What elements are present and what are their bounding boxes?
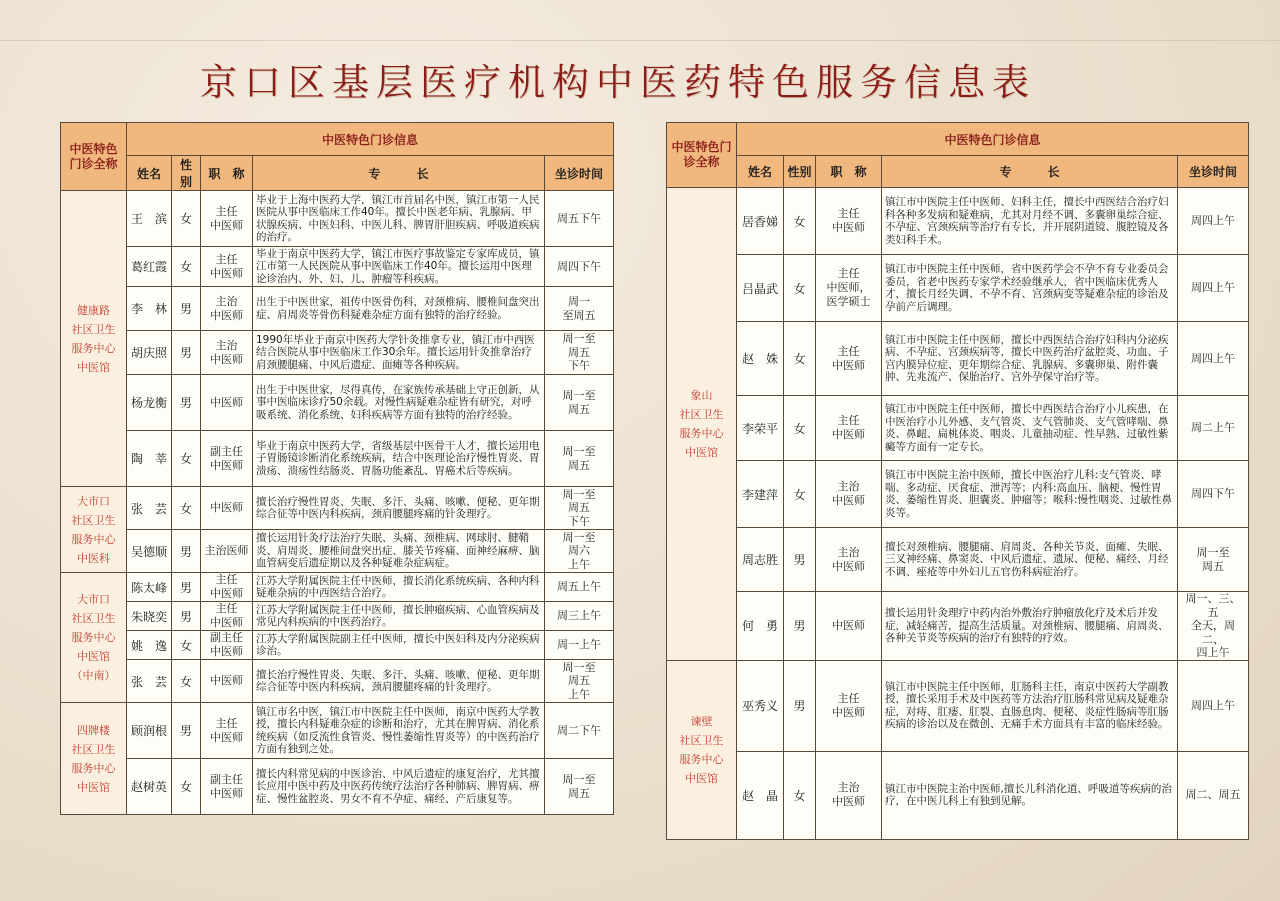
left-table [60, 122, 614, 815]
header-position: 职 称 [201, 156, 253, 191]
header-name: 姓名 [737, 156, 784, 188]
clinic-time: 周一至 周五 [1178, 528, 1249, 592]
table-row [61, 191, 614, 247]
doctor-name: 赵 姝 [737, 322, 784, 396]
clinic-time: 周一至 周六 上午 [545, 530, 614, 573]
doctor-gender: 男 [784, 592, 816, 661]
doctor-specialty: 毕业于南京中医药大学，镇江市医疗事故鉴定专家库成员，镇江市第一人民医院从事中医临床工作40年。擅长运用中医理论诊治内、外、妇、儿、肿瘤等科疾病。 [253, 247, 545, 287]
header-name: 姓名 [127, 156, 172, 191]
doctor-specialty: 镇江市中医院主任中医师，肛肠科主任，南京中医药大学副教授，擅长采用手术及中医药等方法治疗肛肠科常见病及疑难杂症，对痔、肛瘘、肛裂、直肠息肉、便秘、炎症性肠病等肛肠疾病的诊治以及在微创、无痛手术方面具有丰富的临床经验。 [882, 660, 1178, 751]
header-specialty: 专 长 [253, 156, 545, 191]
doctor-name: 赵 晶 [737, 751, 784, 839]
table-row [667, 322, 1249, 396]
doctor-name: 朱晓奕 [127, 602, 172, 631]
doctor-position: 主治 中医师 [816, 461, 882, 528]
doctor-name: 胡庆照 [127, 331, 172, 375]
table-row [61, 631, 614, 660]
doctor-position: 主任 中医师 [201, 573, 253, 602]
clinic-time: 周一至 周五 下午 [545, 331, 614, 375]
table-row [667, 660, 1249, 751]
doctor-position: 中医师 [201, 487, 253, 530]
header-info: 中医特色门诊信息 [737, 123, 1249, 156]
doctor-gender: 女 [784, 461, 816, 528]
doctor-gender: 女 [784, 255, 816, 322]
doctor-name: 顾润根 [127, 703, 172, 759]
doctor-gender: 女 [172, 431, 201, 487]
table-row [61, 759, 614, 815]
clinic-time: 周四上午 [1178, 660, 1249, 751]
clinic-time: 周一、三、五 全天，周二、 四上午 [1178, 592, 1249, 661]
doctor-position: 主任 中医师 [816, 396, 882, 461]
table-row [667, 528, 1249, 592]
doctor-specialty: 出生于中医世家，尽得真传，在家族传承基础上守正创新，从事中医临床诊疗50余载。对慢性病疑难杂症皆有研究，对呼吸系统、消化系统、妇科疾病等方面有独特的治疗经验。 [253, 375, 545, 431]
doctor-specialty: 镇江市中医院主治中医师，擅长中医治疗儿科:支气管炎、哮喘、多动症、厌食症、泄泻等；内科:高血压、脑梗、慢性胃炎、萎缩性胃炎、胆囊炎、肿瘤等；喉科:慢性咽炎、过敏性鼻炎等。 [882, 461, 1178, 528]
doctor-specialty: 擅长运用针灸疗法治疗失眠、头痛、颈椎病、网球肘、腱鞘炎、肩周炎、腰椎间盘突出症、膝关节疼痛、面神经麻痹、脑血管病变后遗症期以及各种疑难杂症病症。 [253, 530, 545, 573]
doctor-position: 主治医师 [201, 530, 253, 573]
doctor-name: 陈太峰 [127, 573, 172, 602]
center-name: 大市口 社区卫生 服务中心 中医馆 （中南） [61, 573, 127, 703]
doctor-specialty: 镇江市中医院主治中医师,擅长儿科消化道、呼吸道等疾病的治疗，在中医儿科上有独到见解。 [882, 751, 1178, 839]
header-time: 坐诊时间 [545, 156, 614, 191]
clinic-time: 周一 至周五 [545, 287, 614, 331]
doctor-position: 主治 中医师 [201, 331, 253, 375]
doctor-specialty: 镇江市名中医，镇江市中医院主任中医师，南京中医药大学教授，擅长内科疑难杂症的诊断和治疗，尤其在脾胃病、消化系统疾病（如反流性食管炎、慢性萎缩性胃炎等）的中医药治疗方面有独到之处。 [253, 703, 545, 759]
doctor-name: 吕晶武 [737, 255, 784, 322]
center-name: 大市口 社区卫生 服务中心 中医科 [61, 487, 127, 573]
doctor-position: 主任 中医师 [816, 660, 882, 751]
doctor-specialty: 擅长对颈椎病、腰腿痛、肩周炎、各种关节炎、面瘫、失眠、三叉神经痛、鼻窦炎、中风后遗症、遗尿、便秘、痛经、月经不调、痤疮等中外妇儿五官伤科病症治疗。 [882, 528, 1178, 592]
doctor-specialty: 毕业于南京中医药大学，省级基层中医骨干人才，擅长运用电子胃肠镜诊断消化系统疾病，结合中医理论治疗慢性胃炎、胃溃疡、溃疡性结肠炎、胃肠功能紊乱、胃癌术后等疾病。 [253, 431, 545, 487]
doctor-position: 主任 中医师 [201, 191, 253, 247]
table-row [61, 530, 614, 573]
doctor-name: 张 芸 [127, 660, 172, 703]
doctor-name: 陶 莘 [127, 431, 172, 487]
doctor-specialty: 江苏大学附属医院主任中医师，擅长消化系统疾病、各种内科疑难杂病的中西医结合治疗。 [253, 573, 545, 602]
doctor-gender: 男 [172, 530, 201, 573]
clinic-time: 周四下午 [1178, 461, 1249, 528]
doctor-gender: 女 [172, 247, 201, 287]
doctor-gender: 男 [784, 660, 816, 751]
doctor-gender: 男 [172, 573, 201, 602]
doctor-position: 中医师 [816, 592, 882, 661]
doctor-gender: 女 [172, 631, 201, 660]
doctor-specialty: 镇江市中医院主任中医师、妇科主任，擅长中西医结合治疗妇科各种多发病和疑难病，尤其对月经不调、多囊卵巢综合症、不孕症、宫颈疾病等治疗有专长，并开展阴道镜、腹腔镜及各类妇科手术。 [882, 188, 1178, 255]
doctor-gender: 男 [172, 375, 201, 431]
doctor-gender: 男 [172, 703, 201, 759]
doctor-position: 主任 中医师 [201, 247, 253, 287]
table-row [61, 602, 614, 631]
doctor-position: 主治 中医师 [201, 287, 253, 331]
table-row [61, 247, 614, 287]
doctor-name: 李荣平 [737, 396, 784, 461]
clinic-time: 周二下午 [545, 703, 614, 759]
doctor-name: 张 芸 [127, 487, 172, 530]
doctor-gender: 女 [172, 660, 201, 703]
center-name: 象山 社区卫生 服务中心 中医馆 [667, 188, 737, 661]
doctor-gender: 女 [784, 322, 816, 396]
header-gender: 性别 [172, 156, 201, 191]
doctor-name: 吴德顺 [127, 530, 172, 573]
table-row [61, 703, 614, 759]
doctor-name: 赵树英 [127, 759, 172, 815]
table-row [61, 331, 614, 375]
doctor-position: 副主任 中医师 [201, 431, 253, 487]
doctor-specialty: 擅长运用针灸理疗中药内治外敷治疗肿瘤放化疗及术后并发症，减轻痛苦，提高生活质量。对颈椎病、腰腿痛、肩周炎、各种关节炎等疾病的治疗有独特的疗效。 [882, 592, 1178, 661]
doctor-specialty: 出生于中医世家，祖传中医骨伤科，对颈椎病、腰椎间盘突出症、肩周炎等骨伤科疑难杂症方面有独特的治疗经验。 [253, 287, 545, 331]
doctor-gender: 女 [784, 188, 816, 255]
table-row [61, 660, 614, 703]
doctor-position: 中医师 [201, 660, 253, 703]
doctor-name: 李建萍 [737, 461, 784, 528]
doctor-position: 主治 中医师 [816, 528, 882, 592]
clinic-time: 周一至 周五 [545, 431, 614, 487]
clinic-time: 周四上午 [1178, 255, 1249, 322]
clinic-time: 周五上午 [545, 573, 614, 602]
doctor-gender: 女 [172, 487, 201, 530]
doctor-specialty: 毕业于上海中医药大学，镇江市首届名中医，镇江市第一人民医院从事中医临床工作40年。擅长中医老年病、乳腺病、甲状腺疾病、中医妇科、中医儿科、脾胃肝胆疾病、呼吸道疾病的治疗。 [253, 191, 545, 247]
decorative-line [0, 40, 1280, 41]
clinic-time: 周一上午 [545, 631, 614, 660]
header-gender: 性别 [784, 156, 816, 188]
header-time: 坐诊时间 [1178, 156, 1249, 188]
table-row [667, 751, 1249, 839]
doctor-position: 主任 中医师 [201, 703, 253, 759]
table-row [61, 287, 614, 331]
clinic-time: 周一至 周五 [545, 759, 614, 815]
doctor-name: 葛红霞 [127, 247, 172, 287]
doctor-name: 巫秀义 [737, 660, 784, 751]
clinic-time: 周四下午 [545, 247, 614, 287]
clinic-time: 周一至 周五 下午 [545, 487, 614, 530]
doctor-specialty: 镇江市中医院主任中医师，擅长中西医结合治疗妇科内分泌疾病、不孕症、宫颈疾病等，擅长中医药治疗盆腔炎、功血、子宫内膜异位症、更年期综合症、乳腺病、多囊卵巢、附件囊肿、先兆流产、保胎治疗、宫外孕保守治疗等。 [882, 322, 1178, 396]
header-position: 职 称 [816, 156, 882, 188]
doctor-gender: 男 [172, 331, 201, 375]
doctor-position: 主任 中医师 [201, 602, 253, 631]
center-name: 谏壁 社区卫生 服务中心 中医馆 [667, 660, 737, 839]
doctor-position: 副主任 中医师 [201, 759, 253, 815]
center-name: 健康路 社区卫生 服务中心 中医馆 [61, 191, 127, 487]
clinic-time: 周二上午 [1178, 396, 1249, 461]
doctor-gender: 男 [172, 287, 201, 331]
clinic-time: 周二、周五 [1178, 751, 1249, 839]
doctor-specialty: 江苏大学附属医院副主任中医师，擅长中医妇科及内分泌疾病诊治。 [253, 631, 545, 660]
doctor-gender: 女 [172, 191, 201, 247]
header-specialty: 专 长 [882, 156, 1178, 188]
table-row [667, 255, 1249, 322]
doctor-gender: 女 [784, 751, 816, 839]
doctor-gender: 男 [784, 528, 816, 592]
doctor-specialty: 镇江市中医院主任中医师，擅长中西医结合治疗小儿疾患，在中医治疗小儿外感、支气管炎、支气管肺炎、支气管哮喘、鼻炎、鼻衄、扁桃体炎、咽炎、儿童抽动症、性早熟、过敏性紫癜等方面有一定专长。 [882, 396, 1178, 461]
clinic-time: 周五下午 [545, 191, 614, 247]
table-row [667, 188, 1249, 255]
doctor-name: 何 勇 [737, 592, 784, 661]
table-row [667, 461, 1249, 528]
doctor-position: 主任 中医师， 医学硕士 [816, 255, 882, 322]
doctor-specialty: 江苏大学附属医院主任中医师，擅长肿瘤疾病、心血管疾病及常见内科疾病的中医药治疗。 [253, 602, 545, 631]
doctor-specialty: 擅长内科常见病的中医诊治、中风后遗症的康复治疗，尤其擅长应用中医中药及中医药传统疗法治疗各种肺病、脾胃病、痹症、慢性盆腔炎、男女不育不孕症、痛经、产后康复等。 [253, 759, 545, 815]
header-info: 中医特色门诊信息 [127, 123, 614, 156]
table-row [61, 487, 614, 530]
doctor-position: 主任 中医师 [816, 322, 882, 396]
right-table [666, 122, 1249, 840]
clinic-time: 周一至 周五 上午 [545, 660, 614, 703]
table-row [61, 375, 614, 431]
doctor-specialty: 擅长治疗慢性胃炎、失眠、多汗、头痛、咳嗽、便秘、更年期综合征等中医内科疾病，颈肩腰腿疼痛的针灸理疗。 [253, 487, 545, 530]
header-center: 中医特色门诊全称 [61, 123, 127, 191]
table-row [61, 573, 614, 602]
center-name: 四牌楼 社区卫生 服务中心 中医馆 [61, 703, 127, 815]
doctor-name: 李 林 [127, 287, 172, 331]
doctor-name: 杨龙衡 [127, 375, 172, 431]
doctor-name: 居香娣 [737, 188, 784, 255]
clinic-time: 周四上午 [1178, 322, 1249, 396]
doctor-position: 主任 中医师 [816, 188, 882, 255]
table-row [61, 431, 614, 487]
clinic-time: 周一至 周五 [545, 375, 614, 431]
clinic-time: 周三上午 [545, 602, 614, 631]
doctor-gender: 女 [784, 396, 816, 461]
doctor-name: 姚 逸 [127, 631, 172, 660]
doctor-specialty: 镇江市中医院主任中医师，省中医药学会不孕不育专业委员会委员，省老中医药专家学术经验继承人，省中医临床优秀人才，擅长月经失调、不孕不育、宫颈病变等疑难杂症的诊治及孕前产后调理。 [882, 255, 1178, 322]
table-row [667, 592, 1249, 661]
doctor-position: 副主任 中医师 [201, 631, 253, 660]
doctor-position: 中医师 [201, 375, 253, 431]
doctor-gender: 女 [172, 759, 201, 815]
table-row [667, 396, 1249, 461]
doctor-name: 王 滨 [127, 191, 172, 247]
clinic-time: 周四上午 [1178, 188, 1249, 255]
doctor-position: 主治 中医师 [816, 751, 882, 839]
doctor-name: 周志胜 [737, 528, 784, 592]
doctor-specialty: 1990年毕业于南京中医药大学针灸推拿专业，镇江市中西医结合医院从事中医临床工作30余年。擅长运用针灸推拿治疗肩颈腰腿痛、中风后遗症、面瘫等各种疾病。 [253, 331, 545, 375]
header-center: 中医特色门诊全称 [667, 123, 737, 188]
page-title: 京口区基层医疗机构中医药特色服务信息表 [200, 61, 1036, 104]
doctor-gender: 男 [172, 602, 201, 631]
doctor-specialty: 擅长治疗慢性胃炎、失眠、多汗、头痛、咳嗽、便秘、更年期综合征等中医内科疾病，颈肩腰腿疼痛的针灸理疗。 [253, 660, 545, 703]
